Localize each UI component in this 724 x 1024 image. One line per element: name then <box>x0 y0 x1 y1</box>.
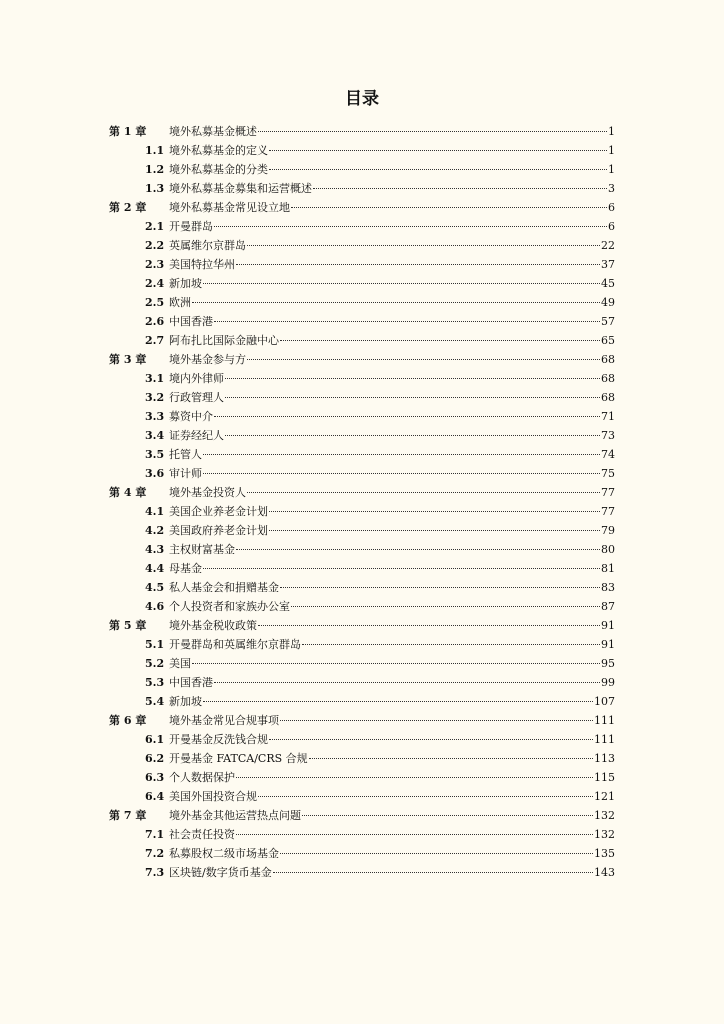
toc-dot-leader <box>203 473 600 474</box>
toc-section-entry[interactable] <box>109 597 615 616</box>
toc-section-entry[interactable] <box>109 445 615 464</box>
toc-dot-leader <box>225 378 600 379</box>
toc-entry-label: 主权财富基金 <box>169 543 235 556</box>
toc-entry-label: 境外私募基金常见设立地 <box>169 201 290 214</box>
toc-entry-number: 2.4 <box>145 277 165 290</box>
toc-entry-label: 境外基金其他运营热点问题 <box>169 809 301 822</box>
toc-entry-label: 境外基金投资人 <box>169 486 246 499</box>
toc-entry-label: 境内外律师 <box>169 372 224 385</box>
toc-section-entry[interactable] <box>109 293 615 312</box>
toc-dot-leader <box>258 625 600 626</box>
toc-dot-leader <box>236 264 600 265</box>
toc-entry-number: 第 2 章 <box>109 201 147 214</box>
toc-section-entry[interactable] <box>109 160 615 179</box>
toc-entry-label: 美国特拉华州 <box>169 258 235 271</box>
toc-entry-label: 审计师 <box>169 467 202 480</box>
toc-section-entry[interactable] <box>109 274 615 293</box>
toc-dot-leader <box>280 853 593 854</box>
toc-section-entry[interactable] <box>109 825 615 844</box>
toc-entry-page: 68 <box>601 353 615 366</box>
toc-entry-label: 英属维尔京群岛 <box>169 239 246 252</box>
toc-entry-number: 第 1 章 <box>109 125 147 138</box>
toc-entry-label: 个人投资者和家族办公室 <box>169 600 290 613</box>
toc-entry-number: 6.3 <box>145 771 165 784</box>
toc-dot-leader <box>214 226 607 227</box>
toc-section-entry[interactable] <box>109 426 615 445</box>
toc-entry-page: 77 <box>601 505 615 518</box>
toc-entry-number: 第 3 章 <box>109 353 147 366</box>
toc-entry-number: 6.1 <box>145 733 165 746</box>
toc-entry-number: 3.1 <box>145 372 165 385</box>
toc-section-entry[interactable] <box>109 559 615 578</box>
toc-entry-label: 社会责任投资 <box>169 828 235 841</box>
toc-entry-page: 121 <box>594 790 615 803</box>
toc-entry-number: 2.7 <box>145 334 165 347</box>
toc-entry-page: 49 <box>601 296 615 309</box>
toc-entry-page: 77 <box>601 486 615 499</box>
toc-entry-page: 107 <box>594 695 615 708</box>
toc-entry-label: 私人基金会和捐赠基金 <box>169 581 279 594</box>
toc-entry-number: 7.1 <box>145 828 165 841</box>
toc-dot-leader <box>269 150 607 151</box>
toc-entry-page: 65 <box>601 334 615 347</box>
toc-dot-leader <box>280 720 593 721</box>
toc-chapter-entry[interactable] <box>109 483 615 502</box>
toc-dot-leader <box>236 777 593 778</box>
toc-section-entry[interactable] <box>109 141 615 160</box>
toc-entry-label: 开曼群岛 <box>169 220 213 233</box>
toc-entry-number: 4.4 <box>145 562 165 575</box>
toc-entry-label: 新加坡 <box>169 277 202 290</box>
toc-entry-label: 境外私募基金的分类 <box>169 163 268 176</box>
toc-entry-label: 中国香港 <box>169 676 213 689</box>
toc-dot-leader <box>225 397 600 398</box>
toc-entry-page: 68 <box>601 372 615 385</box>
toc-dot-leader <box>302 815 593 816</box>
toc-entry-number: 7.2 <box>145 847 165 860</box>
toc-dot-leader <box>269 169 607 170</box>
toc-dot-leader <box>203 283 600 284</box>
toc-entry-label: 证券经纪人 <box>169 429 224 442</box>
toc-entry-label: 私募股权二级市场基金 <box>169 847 279 860</box>
toc-entry-number: 3.4 <box>145 429 165 442</box>
toc-entry-label: 境外私募基金概述 <box>169 125 257 138</box>
toc-chapter-entry[interactable] <box>109 616 615 635</box>
toc-entry-number: 5.1 <box>145 638 165 651</box>
toc-entry-page: 1 <box>608 163 615 176</box>
toc-entry-label: 行政管理人 <box>169 391 224 404</box>
toc-dot-leader <box>203 701 593 702</box>
toc-entry-number: 第 6 章 <box>109 714 147 727</box>
toc-entry-number: 5.3 <box>145 676 165 689</box>
toc-entry-page: 115 <box>594 771 615 784</box>
toc-entry-number: 2.1 <box>145 220 165 233</box>
toc-entry-label: 阿布扎比国际金融中心 <box>169 334 279 347</box>
toc-dot-leader <box>214 416 600 417</box>
toc-chapter-entry[interactable] <box>109 350 615 369</box>
toc-dot-leader <box>236 834 593 835</box>
toc-section-entry[interactable] <box>109 749 615 768</box>
toc-entry-label: 美国政府养老金计划 <box>169 524 268 537</box>
toc-entry-label: 中国香港 <box>169 315 213 328</box>
toc-entry-label: 美国企业养老金计划 <box>169 505 268 518</box>
toc-section-entry[interactable] <box>109 540 615 559</box>
toc-entry-number: 7.3 <box>145 866 165 879</box>
toc-entry-page: 37 <box>601 258 615 271</box>
toc-entry-page: 45 <box>601 277 615 290</box>
toc-dot-leader <box>258 796 593 797</box>
toc-entry-number: 3.2 <box>145 391 165 404</box>
toc-dot-leader <box>214 321 600 322</box>
toc-section-entry[interactable] <box>109 521 615 540</box>
toc-entry-number: 第 5 章 <box>109 619 147 632</box>
toc-entry-label: 欧洲 <box>169 296 191 309</box>
toc-entry-page: 135 <box>594 847 615 860</box>
toc-dot-leader <box>203 454 600 455</box>
toc-dot-leader <box>192 663 600 664</box>
toc-entry-label: 美国外国投资合规 <box>169 790 257 803</box>
toc-section-entry[interactable] <box>109 255 615 274</box>
toc-section-entry[interactable] <box>109 787 615 806</box>
toc-dot-leader <box>302 644 600 645</box>
toc-entry-page: 132 <box>594 828 615 841</box>
toc-section-entry[interactable] <box>109 768 615 787</box>
toc-entry-page: 80 <box>601 543 615 556</box>
toc-dot-leader <box>269 511 600 512</box>
toc-dot-leader <box>247 359 600 360</box>
toc-dot-leader <box>269 739 593 740</box>
toc-section-entry[interactable] <box>109 464 615 483</box>
toc-chapter-entry[interactable] <box>109 198 615 217</box>
toc-dot-leader <box>273 872 593 873</box>
toc-entry-number: 第 4 章 <box>109 486 147 499</box>
toc-section-entry[interactable] <box>109 730 615 749</box>
toc-entry-number: 4.3 <box>145 543 165 556</box>
toc-entry-label: 境外私募基金募集和运营概述 <box>169 182 312 195</box>
toc-dot-leader <box>309 758 593 759</box>
toc-entry-page: 73 <box>601 429 615 442</box>
toc-entry-number: 1.3 <box>145 182 165 195</box>
toc-section-entry[interactable] <box>109 844 615 863</box>
toc-entry-label: 美国 <box>169 657 191 670</box>
toc-entry-number: 3.6 <box>145 467 165 480</box>
toc-entry-page: 3 <box>608 182 615 195</box>
toc-entry-number: 1.2 <box>145 163 165 176</box>
toc-entry-page: 95 <box>601 657 615 670</box>
page-title: 目录 <box>345 89 379 109</box>
toc-entry-page: 99 <box>601 676 615 689</box>
toc-section-entry[interactable] <box>109 217 615 236</box>
toc-section-entry[interactable] <box>109 692 615 711</box>
toc-dot-leader <box>269 530 600 531</box>
toc-entry-number: 1.1 <box>145 144 165 157</box>
toc-entry-label: 开曼群岛和英属维尔京群岛 <box>169 638 301 651</box>
toc-dot-leader <box>192 302 600 303</box>
toc-entry-number: 2.2 <box>145 239 165 252</box>
toc-entry-number: 4.5 <box>145 581 165 594</box>
toc-entry-label: 境外基金参与方 <box>169 353 246 366</box>
toc-section-entry[interactable] <box>109 388 615 407</box>
toc-entry-number: 2.5 <box>145 296 165 309</box>
toc-entry-label: 境外基金常见合规事项 <box>169 714 279 727</box>
toc-chapter-entry[interactable] <box>109 711 615 730</box>
toc-entry-label: 境外私募基金的定义 <box>169 144 268 157</box>
toc-entry-label: 开曼基金 FATCA/CRS 合规 <box>169 752 308 765</box>
toc-entry-page: 22 <box>601 239 615 252</box>
toc-section-entry[interactable] <box>109 179 615 198</box>
toc-entry-label: 境外基金税收政策 <box>169 619 257 632</box>
toc-section-entry[interactable] <box>109 578 615 597</box>
toc-dot-leader <box>291 207 607 208</box>
toc-dot-leader <box>247 492 600 493</box>
toc-section-entry[interactable] <box>109 502 615 521</box>
toc-chapter-entry[interactable] <box>109 122 615 141</box>
toc-section-entry[interactable] <box>109 312 615 331</box>
toc-entry-page: 113 <box>594 752 615 765</box>
toc-chapter-entry[interactable] <box>109 806 615 825</box>
toc-section-entry[interactable] <box>109 863 615 882</box>
toc-dot-leader <box>236 549 600 550</box>
toc-dot-leader <box>313 188 607 189</box>
toc-entry-label: 个人数据保护 <box>169 771 235 784</box>
toc-entry-page: 75 <box>601 467 615 480</box>
toc-entry-number: 4.2 <box>145 524 165 537</box>
toc-entry-page: 79 <box>601 524 615 537</box>
toc-section-entry[interactable] <box>109 369 615 388</box>
toc-section-entry[interactable] <box>109 407 615 426</box>
toc-entry-page: 91 <box>601 638 615 651</box>
toc-section-entry[interactable] <box>109 236 615 255</box>
toc-section-entry[interactable] <box>109 331 615 350</box>
toc-entry-label: 新加坡 <box>169 695 202 708</box>
toc-entry-page: 74 <box>601 448 615 461</box>
toc-entry-number: 6.4 <box>145 790 165 803</box>
toc-section-entry[interactable] <box>109 654 615 673</box>
toc-entry-page: 1 <box>608 144 615 157</box>
toc-entry-number: 5.4 <box>145 695 165 708</box>
toc-entry-page: 57 <box>601 315 615 328</box>
toc-dot-leader <box>247 245 600 246</box>
toc-entry-page: 111 <box>594 733 615 746</box>
toc-section-entry[interactable] <box>109 635 615 654</box>
toc-dot-leader <box>225 435 600 436</box>
toc-entry-page: 143 <box>594 866 615 879</box>
table-of-contents <box>109 122 615 882</box>
toc-entry-page: 132 <box>594 809 615 822</box>
toc-section-entry[interactable] <box>109 673 615 692</box>
toc-entry-label: 区块链/数字货币基金 <box>169 866 272 879</box>
toc-dot-leader <box>214 682 600 683</box>
toc-entry-page: 87 <box>601 600 615 613</box>
toc-dot-leader <box>258 131 607 132</box>
toc-entry-page: 81 <box>601 562 615 575</box>
toc-entry-number: 3.3 <box>145 410 165 423</box>
toc-entry-label: 开曼基金反洗钱合规 <box>169 733 268 746</box>
toc-entry-number: 4.1 <box>145 505 165 518</box>
toc-entry-number: 3.5 <box>145 448 165 461</box>
toc-entry-label: 托管人 <box>169 448 202 461</box>
toc-entry-number: 2.3 <box>145 258 165 271</box>
toc-entry-page: 6 <box>608 201 615 214</box>
toc-entry-page: 6 <box>608 220 615 233</box>
toc-entry-number: 5.2 <box>145 657 165 670</box>
toc-entry-label: 募资中介 <box>169 410 213 423</box>
toc-entry-number: 2.6 <box>145 315 165 328</box>
toc-dot-leader <box>291 606 600 607</box>
toc-entry-page: 71 <box>601 410 615 423</box>
toc-entry-label: 母基金 <box>169 562 202 575</box>
toc-dot-leader <box>280 587 600 588</box>
toc-entry-page: 68 <box>601 391 615 404</box>
toc-entry-page: 1 <box>608 125 615 138</box>
toc-entry-page: 83 <box>601 581 615 594</box>
toc-entry-number: 4.6 <box>145 600 165 613</box>
toc-entry-page: 111 <box>594 714 615 727</box>
toc-dot-leader <box>203 568 600 569</box>
toc-dot-leader <box>280 340 600 341</box>
toc-entry-number: 6.2 <box>145 752 165 765</box>
toc-entry-number: 第 7 章 <box>109 809 147 822</box>
toc-entry-page: 91 <box>601 619 615 632</box>
